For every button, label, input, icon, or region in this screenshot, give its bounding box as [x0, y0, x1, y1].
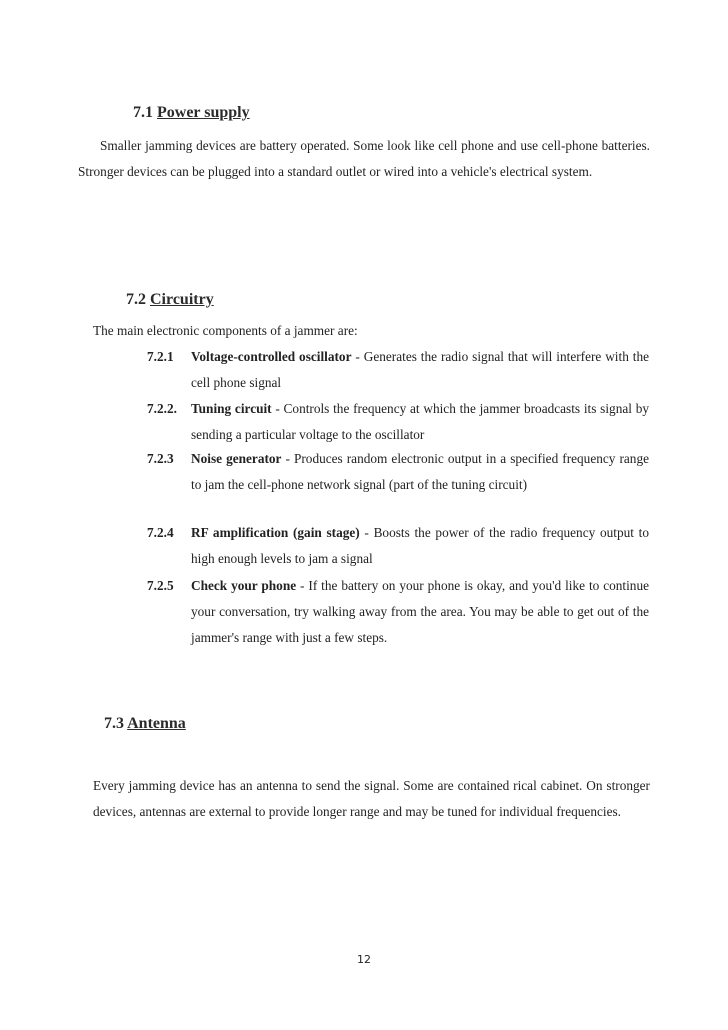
- item-term: Tuning circuit: [191, 401, 272, 416]
- item-number: 7.2.3: [147, 451, 174, 466]
- item-desc: - Controls the frequency at which the jammer broadcasts its signal by sending a particular voltage to the oscillator: [191, 401, 649, 442]
- heading-number: 7.3: [104, 715, 124, 732]
- item-desc: - Boosts the power of the radio frequency output to high enough levels to jam a signal: [191, 525, 649, 566]
- heading-power-supply: [133, 104, 250, 122]
- circuitry-intro: The main electronic components of a jammer are:: [93, 323, 358, 338]
- item-body: [191, 396, 649, 448]
- item-number: 7.2.4: [147, 525, 174, 540]
- item-term: Noise generator: [191, 451, 282, 466]
- item-desc: - If the battery on your phone is okay, and you'd like to continue your conversation, try walking away from the area. You may be able to get out of the jammer's range with just a few steps.: [191, 578, 669, 645]
- item-body: [191, 573, 669, 651]
- list-item: [147, 396, 649, 448]
- heading-title: Circuitry: [150, 291, 214, 308]
- list-item: [147, 446, 649, 524]
- item-body: [191, 520, 649, 572]
- page-number: 12: [357, 953, 371, 966]
- heading-number: 7.1: [133, 104, 153, 121]
- heading-circuitry: [126, 291, 214, 309]
- list-item: [147, 344, 649, 396]
- item-number: 7.2.5: [147, 578, 174, 593]
- heading-antenna: [104, 715, 186, 733]
- heading-number: 7.2: [126, 291, 146, 308]
- power-supply-paragraph: Smaller jamming devices are battery operated. Some look like cell phone and use cell-phone batteries. Stronger devices can be plugged into a standard outlet or wired into a vehicle's electrical system.: [78, 138, 650, 179]
- item-body: [191, 446, 649, 498]
- item-term: Voltage-controlled oscillator: [191, 349, 352, 364]
- item-number: 7.2.1: [147, 349, 174, 364]
- item-desc: - Produces random electronic output in a specified frequency range to jam the cell-phone network signal (part of the tuning circuit): [191, 451, 649, 492]
- item-body: [191, 344, 649, 396]
- item-term: Check your phone: [191, 578, 297, 593]
- antenna-paragraph: Every jamming device has an antenna to send the signal. Some are contained rical cabinet. On stronger devices, antennas are external to provide longer range and may be tuned for individual frequencies.: [93, 778, 650, 819]
- item-term: RF amplification (gain stage): [191, 525, 360, 540]
- list-item: [147, 573, 669, 651]
- heading-title: Antenna: [127, 715, 186, 732]
- list-item: [147, 520, 649, 572]
- heading-title: Power supply: [157, 104, 250, 121]
- item-number: 7.2.2.: [147, 401, 177, 416]
- item-desc: - Generates the radio signal that will interfere with the cell phone signal: [191, 349, 649, 390]
